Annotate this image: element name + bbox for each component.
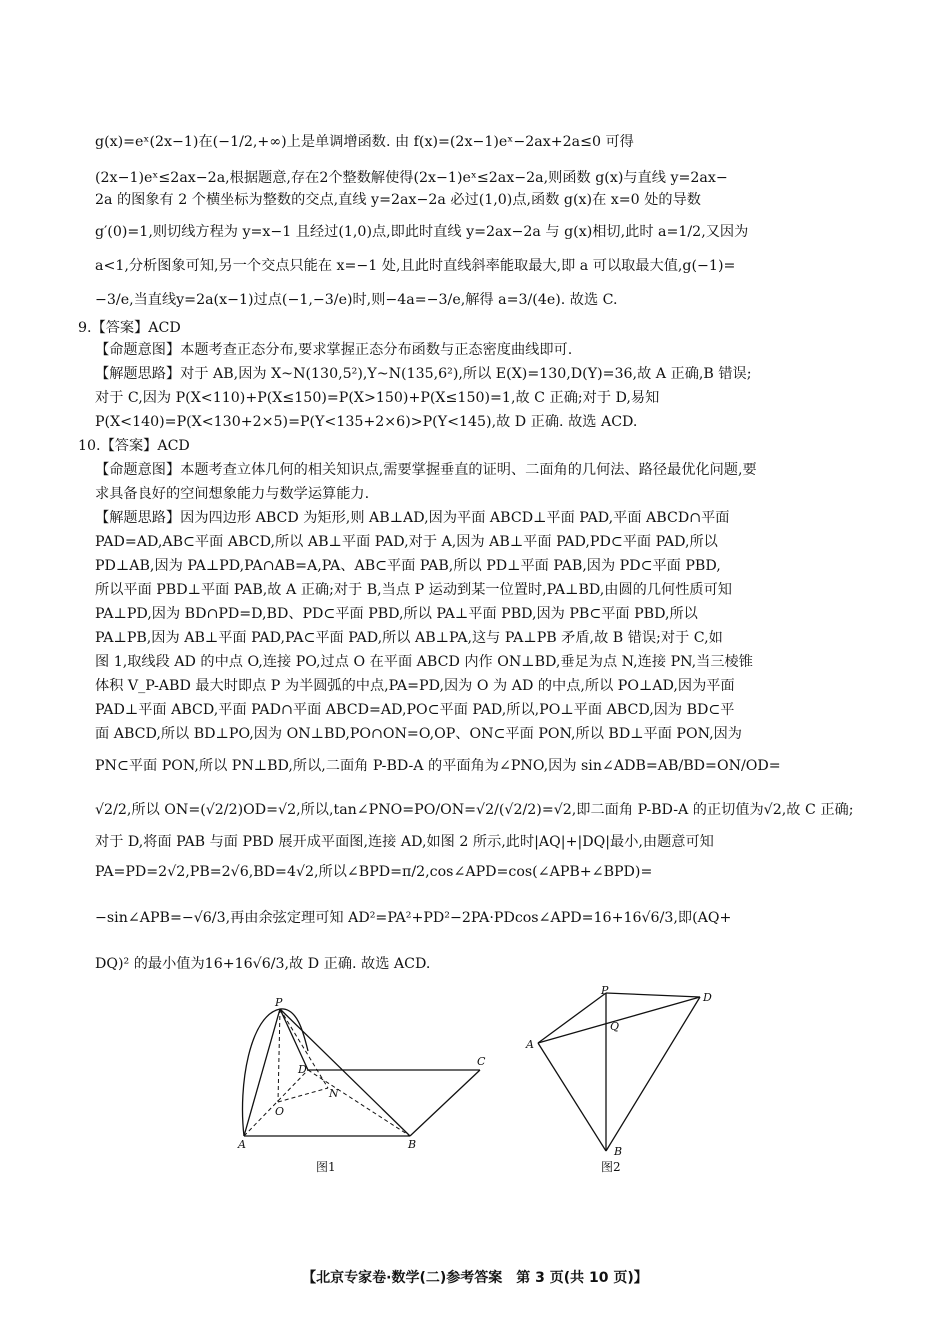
q10-solution-line: 图 1,取线段 AD 的中点 O,连接 PO,过点 O 在平面 ABCD 内作 ON⊥BD,垂足为点 N,连接 PN,当三棱锥 (95, 654, 753, 670)
figure-2-caption: 图2 (601, 1160, 621, 1174)
q10-solution-line: 体积 V_P-ABD 最大时即点 P 为半圆弧的中点,PA=PD,因为 O 为 AD 的中点,所以 PO⊥AD,因为平面 (95, 678, 735, 694)
q8-line-3: 2a 的图象有 2 个横坐标为整数的交点,直线 y=2ax−2a 必过(1,0)点,函数 g(x)在 x=0 处的导数 (95, 192, 701, 208)
q8-line-5: a<1,分析图象可知,另一个交点只能在 x=−1 处,且此时直线斜率能取最大,即 a 可以取最大值,g(−1)= (95, 258, 736, 274)
q10-solution-line: PA=PD=2√2,PB=2√6,BD=4√2,所以∠BPD=π/2,cos∠APD=cos(∠APB+∠BPD)= (95, 864, 653, 880)
q10-solution-line: 面 ABCD,所以 BD⊥PO,因为 ON⊥BD,PO∩ON=O,OP、ON⊂平面 PON,所以 BD⊥平面 PON,因为 (95, 726, 742, 742)
fig1-label-B: B (408, 1138, 417, 1151)
fig2-label-A: A (526, 1038, 534, 1051)
q10-solution-line: PAD=AD,AB⊂平面 ABCD,所以 AB⊥平面 PAD,对于 A,因为 AB⊥平面 PAD,PD⊂平面 PAD,所以 (95, 534, 718, 550)
q8-line-2: (2x−1)eˣ≤2ax−2a,根据题意,存在2个整数解使得(2x−1)eˣ≤2ax−2a,则函数 g(x)与直线 y=2ax− (95, 170, 728, 186)
q10-solution-line: 所以平面 PBD⊥平面 PAB,故 A 正确;对于 B,当点 P 运动到某一位置时,PA⊥BD,由圆的几何性质可知 (95, 582, 732, 598)
fig2-label-Q: Q (610, 1020, 620, 1033)
q10-intent-1: 【命题意图】本题考查立体几何的相关知识点,需要掌握垂直的证明、二面角的几何法、路径最优化问题,要 (95, 462, 757, 478)
q10-solution-line: PA⊥PD,因为 BD∩PD=D,BD、PD⊂平面 PBD,所以 PA⊥平面 PBD,因为 PB⊂平面 PBD,所以 (95, 606, 698, 622)
q9-solution-1: 【解题思路】对于 AB,因为 X~N(130,5²),Y~N(135,6²),所以 E(X)=130,D(Y)=36,故 A 正确,B 错误; (95, 366, 752, 382)
figure-1-diagram (230, 995, 500, 1160)
fig1-label-O: O (275, 1105, 285, 1118)
q9-solution-2: 对于 C,因为 P(X<110)+P(X≤150)=P(X>150)+P(X≤150)=1,故 C 正确;对于 D,易知 (95, 390, 660, 406)
q10-intent-2: 求具备良好的空间想象能力与数学运算能力. (95, 486, 370, 502)
fig1-label-N: N (329, 1087, 339, 1100)
q10-solution-line: √2/2,所以 ON=(√2/2)OD=√2,所以,tan∠PNO=PO/ON=√2/(√2/2)=√2,即二面角 P-BD-A 的正切值为√2,故 C 正确; (95, 802, 854, 818)
q10-solution-line: −sin∠APB=−√6/3,再由余弦定理可知 AD²=PA²+PD²−2PA·PDcos∠APD=16+16√6/3,即(AQ+ (95, 910, 732, 926)
q9-solution-3: P(X<140)=P(X<130+2×5)=P(Y<135+2×6)>P(Y<145),故 D 正确. 故选 ACD. (95, 414, 638, 430)
q10-solution-line: PD⊥AB,因为 PA⊥PD,PA∩AB=A,PA、AB⊂平面 PAB,所以 PD⊥平面 PAB,因为 PD⊂平面 PBD, (95, 558, 721, 574)
fig2-label-B: B (614, 1145, 623, 1158)
q10-solution-line: 【解题思路】因为四边形 ABCD 为矩形,则 AB⊥AD,因为平面 ABCD⊥平面 PAD,平面 ABCD∩平面 (95, 510, 730, 526)
fig1-label-C: C (477, 1055, 486, 1068)
figure-2-diagram (520, 985, 720, 1160)
fig2-label-D: D (703, 991, 712, 1004)
q10-solution-line: DQ)² 的最小值为16+16√6/3,故 D 正确. 故选 ACD. (95, 956, 431, 972)
q8-line-6: −3/e,当直线y=2a(x−1)过点(−1,−3/e)时,则−4a=−3/e,解得 a=3/(4e). 故选 C. (95, 292, 618, 308)
q8-line-1: g(x)=eˣ(2x−1)在(−1/2,+∞)上是单调增函数. 由 f(x)=(2x−1)eˣ−2ax+2a≤0 可得 (95, 134, 634, 150)
q10-solution-line: PAD⊥平面 ABCD,平面 PAD∩平面 ABCD=AD,PO⊂平面 PAD,所以,PO⊥平面 ABCD,因为 BD⊂平 (95, 702, 735, 718)
q9-number: 9.【答案】ACD (78, 320, 181, 336)
q10-solution-line: PN⊂平面 PON,所以 PN⊥BD,所以,二面角 P-BD-A 的平面角为∠PNO,因为 sin∠ADB=AB/BD=ON/OD= (95, 758, 781, 774)
fig2-label-P: P (601, 985, 609, 997)
q10-number: 10.【答案】ACD (78, 438, 190, 454)
fig1-label-A: A (238, 1138, 246, 1151)
fig1-label-P: P (275, 996, 283, 1009)
page-footer: 【北京专家卷·数学(二)参考答案 第 3 页(共 10 页)】 (302, 1270, 648, 1286)
fig1-label-D: D (298, 1063, 307, 1076)
figure-1-caption: 图1 (316, 1160, 336, 1174)
q10-solution-line: PA⊥PB,因为 AB⊥平面 PAD,PA⊂平面 PAD,所以 AB⊥PA,这与 PA⊥PB 矛盾,故 B 错误;对于 C,如 (95, 630, 723, 646)
q10-solution-line: 对于 D,将面 PAB 与面 PBD 展开成平面图,连接 AD,如图 2 所示,此时|AQ|+|DQ|最小,由题意可知 (95, 834, 714, 850)
q9-intent: 【命题意图】本题考查正态分布,要求掌握正态分布函数与正态密度曲线即可. (95, 342, 573, 358)
q8-line-4: g′(0)=1,则切线方程为 y=x−1 且经过(1,0)点,即此时直线 y=2ax−2a 与 g(x)相切,此时 a=1/2,又因为 (95, 224, 749, 240)
